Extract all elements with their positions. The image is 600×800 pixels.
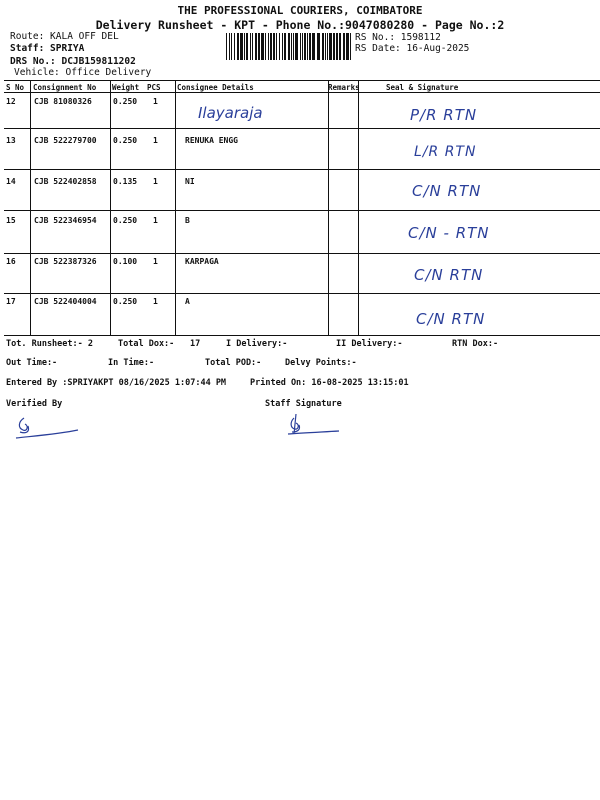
table-top-border bbox=[4, 80, 600, 81]
row-divider bbox=[4, 210, 600, 211]
handwritten-consignee-name: Ilayaraja bbox=[198, 104, 263, 122]
barcode-bar bbox=[329, 33, 332, 60]
row-divider bbox=[4, 128, 600, 129]
row-sno: 16 bbox=[6, 257, 16, 266]
row-weight: 0.250 bbox=[113, 97, 138, 106]
barcode-bar bbox=[273, 33, 275, 60]
vehicle-label: Vehicle: Office Delivery bbox=[14, 67, 152, 78]
staff-signature bbox=[284, 410, 344, 440]
rtn-dox: RTN Dox:- bbox=[452, 339, 499, 349]
row-signature: C/N - RTN bbox=[408, 224, 490, 242]
barcode-bar bbox=[302, 33, 303, 60]
barcode-bar bbox=[282, 33, 283, 60]
verified-by-signature bbox=[14, 412, 84, 442]
row-consignee: A bbox=[185, 297, 190, 306]
col-header-sno: S No bbox=[6, 83, 25, 92]
barcode-bar bbox=[270, 33, 272, 60]
barcode-bar bbox=[325, 33, 326, 60]
row-divider bbox=[4, 253, 600, 254]
staff-label: Staff: SPRIYA bbox=[10, 43, 85, 54]
barcode-bar bbox=[288, 33, 290, 60]
row-consignment: CJB 522346954 bbox=[34, 216, 97, 225]
row-pcs: 1 bbox=[153, 297, 158, 306]
barcode-bar bbox=[284, 33, 286, 60]
barcode-bar bbox=[265, 33, 266, 60]
row-signature: C/N RTN bbox=[412, 182, 482, 200]
row-divider bbox=[4, 293, 600, 294]
barcode-bar bbox=[300, 33, 301, 60]
barcode-bar bbox=[291, 33, 292, 60]
col-divider bbox=[358, 80, 359, 335]
total-dox-label: Total Dox:- bbox=[118, 339, 175, 349]
rs-date: RS Date: 16-Aug-2025 bbox=[355, 43, 470, 54]
table-header-border bbox=[4, 92, 600, 93]
printed-on: Printed On: 16-08-2025 13:15:01 bbox=[250, 378, 409, 388]
barcode-bar bbox=[229, 33, 230, 60]
row-consignment: CJB 522279700 bbox=[34, 136, 97, 145]
row-sno: 13 bbox=[6, 136, 16, 145]
row-consignee: KARPAGA bbox=[185, 257, 219, 266]
row-signature: L/R RTN bbox=[414, 144, 477, 160]
col-header-pcs: PCS bbox=[147, 83, 161, 92]
barcode-bar bbox=[226, 33, 227, 60]
row-signature: C/N RTN bbox=[416, 310, 486, 328]
runsheet-subtitle: Delivery Runsheet - KPT - Phone No.:9047080280 - Page No.:2 bbox=[95, 18, 505, 32]
col-header-weight: Weight bbox=[112, 83, 140, 92]
row-consignee: NI bbox=[185, 177, 195, 186]
row-consignment: CJB 522402858 bbox=[34, 177, 97, 186]
route-label: Route: KALA OFF DEL bbox=[10, 31, 119, 42]
barcode-bar bbox=[304, 33, 306, 60]
barcode-bar bbox=[231, 33, 232, 60]
barcode-bar bbox=[240, 33, 243, 60]
row-divider bbox=[4, 169, 600, 170]
barcode-bar bbox=[293, 33, 294, 60]
col-divider bbox=[30, 80, 31, 335]
barcode-bar bbox=[312, 33, 315, 60]
row-pcs: 1 bbox=[153, 216, 158, 225]
row-consignee: B bbox=[185, 216, 190, 225]
verified-by-label: Verified By bbox=[6, 399, 63, 409]
drs-number: DRS No.: DCJB159811202 bbox=[10, 56, 136, 67]
row-weight: 0.250 bbox=[113, 136, 138, 145]
col-header-consignee: Consignee Details bbox=[177, 83, 254, 92]
barcode-bar bbox=[339, 33, 341, 60]
barcode-bar bbox=[350, 33, 351, 60]
barcode-bar bbox=[322, 33, 324, 60]
barcode-bar bbox=[307, 33, 308, 60]
barcode-bar bbox=[309, 33, 311, 60]
barcode-bar bbox=[295, 33, 298, 60]
barcode-bar bbox=[343, 33, 345, 60]
total-dox-value: 17 bbox=[190, 339, 201, 349]
rs-number: RS No.: 1598112 bbox=[355, 32, 441, 43]
row-weight: 0.100 bbox=[113, 257, 138, 266]
barcode-bar bbox=[276, 33, 277, 60]
row-pcs: 1 bbox=[153, 97, 158, 106]
out-time: Out Time:- bbox=[6, 358, 58, 368]
row-sno: 15 bbox=[6, 216, 16, 225]
col-header-seal-signature: Seal & Signature bbox=[386, 83, 459, 92]
company-title: THE PROFESSIONAL COURIERS, COIMBATORE bbox=[177, 4, 423, 17]
i-delivery: I Delivery:- bbox=[226, 339, 288, 349]
barcode-bar bbox=[261, 33, 264, 60]
in-time: In Time:- bbox=[108, 358, 155, 368]
barcode-bar bbox=[237, 33, 239, 60]
barcode-bar bbox=[250, 33, 251, 60]
barcode-bar bbox=[255, 33, 257, 60]
barcode-bar bbox=[252, 33, 253, 60]
col-divider bbox=[110, 80, 111, 335]
delvy-points: Delvy Points:- bbox=[285, 358, 357, 368]
barcode-bar bbox=[234, 33, 235, 60]
row-signature: C/N RTN bbox=[414, 266, 484, 284]
row-sno: 17 bbox=[6, 297, 16, 306]
row-consignee: RENUKA ENGG bbox=[185, 136, 238, 145]
barcode-bar bbox=[258, 33, 260, 60]
barcode-image bbox=[226, 33, 352, 60]
col-header-remarks: Remarks bbox=[328, 83, 360, 92]
row-pcs: 1 bbox=[153, 136, 158, 145]
row-weight: 0.250 bbox=[113, 216, 138, 225]
row-consignment: CJB 522404004 bbox=[34, 297, 97, 306]
barcode-bar bbox=[246, 33, 248, 60]
row-sno: 14 bbox=[6, 177, 16, 186]
barcode-bar bbox=[279, 33, 280, 60]
barcode-bar bbox=[336, 33, 338, 60]
barcode-bar bbox=[317, 33, 320, 60]
row-weight: 0.250 bbox=[113, 297, 138, 306]
barcode-bar bbox=[268, 33, 269, 60]
entered-by: Entered By :SPRIYAKPT 08/16/2025 1:07:44 PM bbox=[6, 378, 227, 388]
row-pcs: 1 bbox=[153, 177, 158, 186]
row-consignment: CJB 81080326 bbox=[34, 97, 92, 106]
ii-delivery: II Delivery:- bbox=[336, 339, 403, 349]
barcode-bar bbox=[327, 33, 328, 60]
col-header-consignment: Consignment No bbox=[33, 83, 97, 92]
tot-runsheet: Tot. Runsheet:- 2 bbox=[6, 339, 93, 349]
row-sno: 12 bbox=[6, 97, 16, 106]
barcode-bar bbox=[333, 33, 335, 60]
barcode-bar bbox=[346, 33, 349, 60]
row-consignment: CJB 522387326 bbox=[34, 257, 97, 266]
row-signature: P/R RTN bbox=[410, 106, 478, 124]
row-pcs: 1 bbox=[153, 257, 158, 266]
table-bottom-border bbox=[4, 335, 600, 336]
col-divider bbox=[328, 80, 329, 335]
barcode-bar bbox=[244, 33, 245, 60]
row-weight: 0.135 bbox=[113, 177, 138, 186]
col-divider bbox=[175, 80, 176, 335]
total-pod: Total POD:- bbox=[205, 358, 262, 368]
staff-signature-label: Staff Signature bbox=[265, 399, 342, 409]
